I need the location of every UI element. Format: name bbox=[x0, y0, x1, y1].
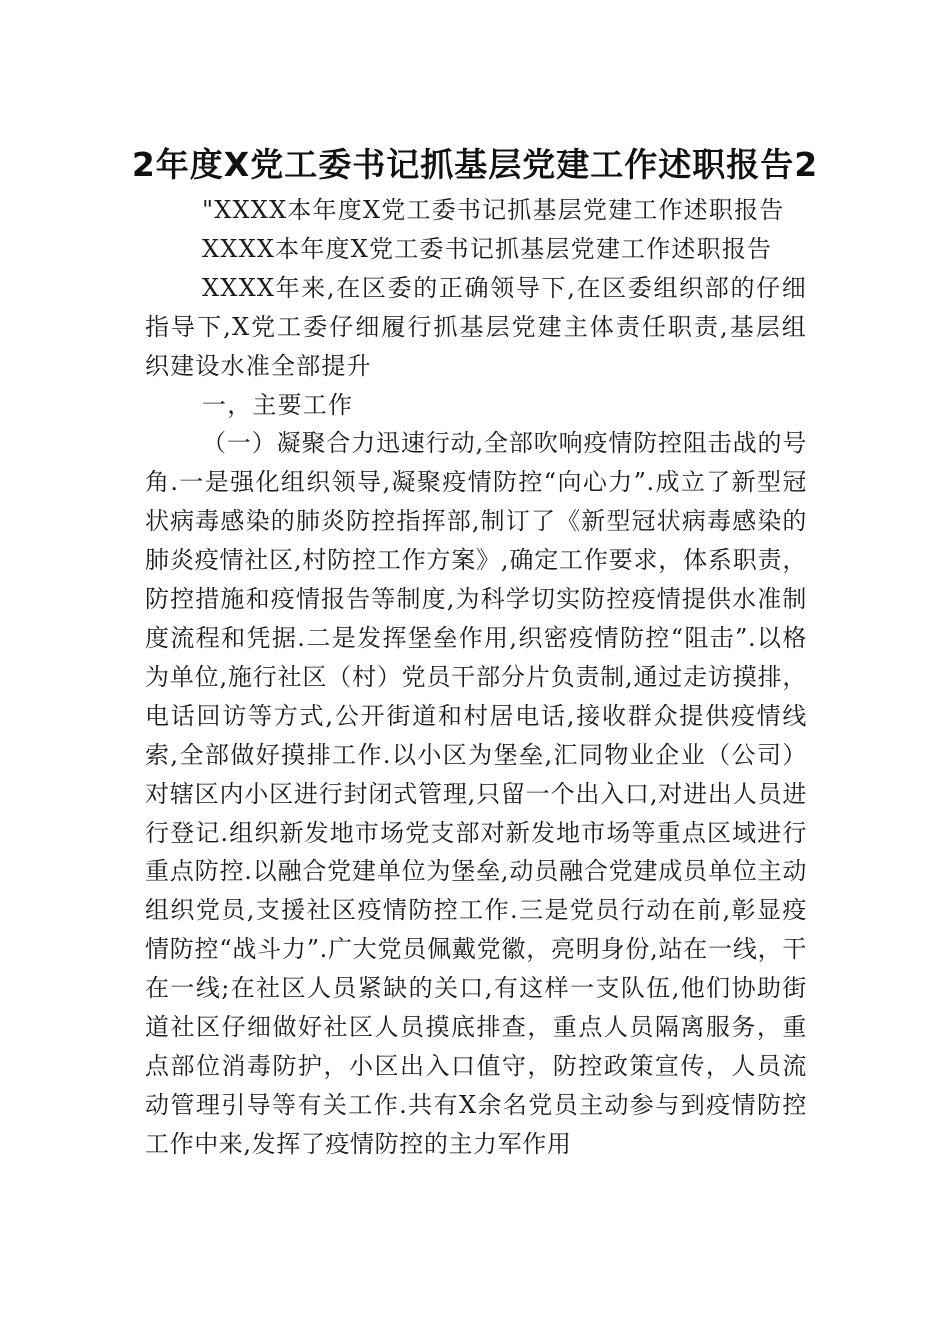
paragraph-subtitle: XXXX本年度X党工委书记抓基层党建工作述职报告 bbox=[202, 234, 773, 263]
paragraph-intro: XXXX年来,在区委的正确领导下,在区委组织部的仔细指导下,X党工委仔细履行抓基层党建主体责任职责,基层组织建设水准全部提升 bbox=[145, 273, 807, 380]
document-title: 2年度X党工委书记抓基层党建工作述职报告2 bbox=[131, 145, 819, 185]
document-body bbox=[145, 191, 807, 1164]
paragraph-epidemic-prevention: （一）凝聚合力迅速行动,全部吹响疫情防控阻击战的号角.一是强化组织领导,凝聚疫情防控“向心力”.成立了新型冠状病毒感染的肺炎防控指挥部,制订了《新型冠状病毒感染的肺炎疫情社区,村防控工作方案》,确定工作要求，体系职责，防控措施和疫情报告等制度,为科学切实防控疫情提供水准制度流程和凭据.二是发挥堡垒作用,织密疫情防控“阻击”.以格为单位,施行社区（村）党员干部分片负责制,通过走访摸排，电话回访等方式,公开街道和村居电话,接收群众提供疫情线索,全部做好摸排工作.以小区为堡垒,汇同物业企业（公司）对辖区内小区进行封闭式管理,只留一个出入口,对进出人员进行登记.组织新发地市场党支部对新发地市场等重点区域进行重点防控.以融合党建单位为堡垒,动员融合党建成员单位主动组织党员,支援社区疫情防控工作.三是党员行动在前,彰显疫情防控“战斗力”.广大党员佩戴党徽，亮明身份,站在一线，干在一线;在社区人员紧缺的关口,有这样一支队伍,他们协助街道社区仔细做好社区人员摸底排查，重点人员隔离服务，重点部位消毒防护，小区出入口值守，防控政策宣传，人员流动管理引导等有关工作.共有X余名党员主动参与到疫情防控工作中来,发挥了疫情防控的主力军作用 bbox=[145, 429, 807, 1158]
paragraph-subtitle-quoted: "XXXX本年度X党工委书记抓基层党建工作述职报告 bbox=[202, 196, 785, 224]
section-heading-main-work: 一，主要工作 bbox=[202, 390, 354, 419]
